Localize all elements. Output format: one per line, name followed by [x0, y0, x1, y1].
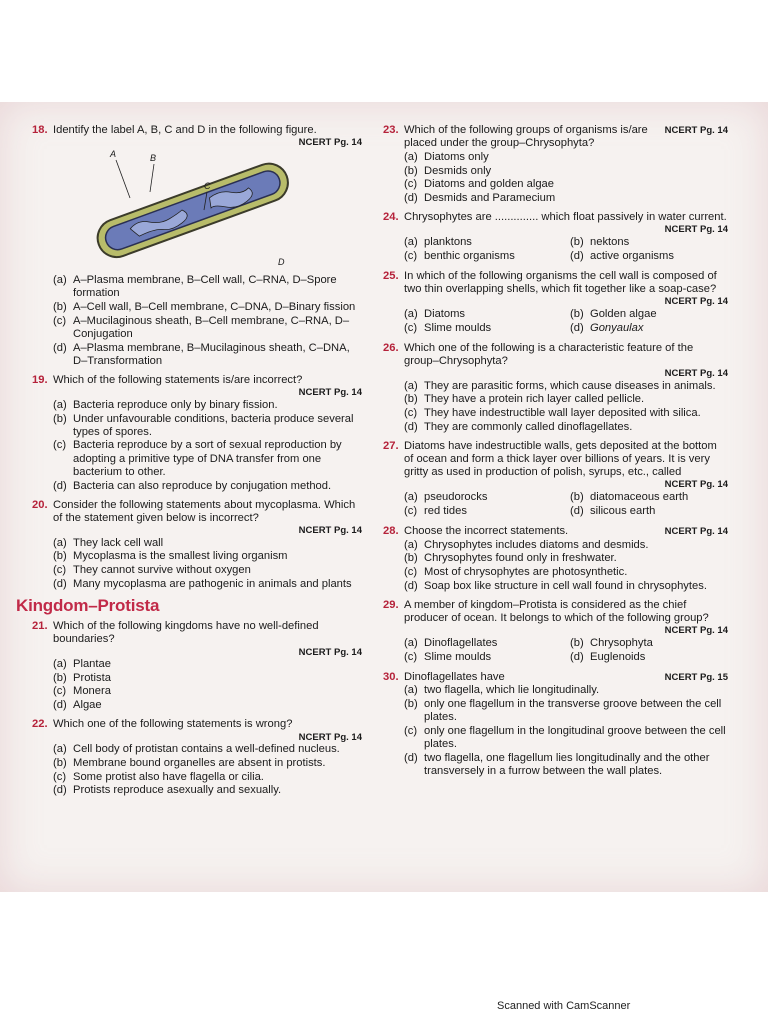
option-text: A–Plasma membrane, B–Mucilaginous sheath, C–DNA, D–Transformation: [73, 341, 350, 367]
label-b-pointer: [150, 164, 154, 192]
option-d[interactable]: [53, 784, 362, 797]
question-number: 24.: [383, 211, 399, 224]
option-text: Dinoflagellates: [424, 636, 498, 649]
option-a[interactable]: [404, 151, 728, 164]
option-text: Desmids and Paramecium: [424, 192, 556, 205]
options-list: [32, 743, 362, 797]
option-letter: (b): [53, 412, 67, 425]
option-letter: (d): [53, 784, 67, 797]
question-text: Consider the following statements about mycoplasma. Which of the statement given below is incorrect?: [53, 498, 356, 524]
option-a[interactable]: [404, 539, 728, 552]
figure-label-b: B: [150, 153, 157, 164]
option-text: Bacteria can also reproduce by conjugation method.: [73, 479, 332, 492]
option-text: Most of chrysophytes are photosynthetic.: [424, 565, 628, 578]
options-list: [383, 307, 728, 335]
option-letter: (b): [53, 756, 67, 769]
option-c[interactable]: [53, 771, 362, 784]
ncert-reference: NCERT Pg. 14: [298, 525, 362, 537]
option-text: Diatoms and golden algae: [424, 178, 554, 191]
option-letter: (d): [404, 192, 418, 205]
option-letter: (c): [53, 685, 67, 698]
option-letter: (a): [404, 636, 418, 649]
question-30: [383, 671, 728, 779]
ncert-reference: NCERT Pg. 15: [664, 671, 728, 683]
option-text: Mycoplasma is the smallest living organism: [73, 550, 288, 563]
option-letter: (c): [53, 770, 67, 783]
option-letter: (b): [404, 164, 418, 177]
options-list: [32, 658, 362, 712]
question-20: [32, 499, 362, 591]
question-22: [32, 718, 362, 797]
option-d[interactable]: [404, 752, 728, 778]
option-d[interactable]: [570, 505, 728, 518]
options-list: [32, 274, 362, 368]
question-text: Chrysophytes are .............. which float passively in water current.: [404, 211, 727, 224]
option-letter: (d): [404, 420, 418, 433]
option-letter: (c): [404, 178, 418, 191]
option-letter: (b): [53, 301, 67, 314]
option-text: Slime moulds: [424, 321, 492, 334]
option-letter: (b): [570, 490, 584, 503]
option-c[interactable]: [404, 250, 562, 263]
option-text: They cannot survive without oxygen: [73, 564, 251, 577]
question-number: 23.: [383, 124, 399, 136]
question-number: 19.: [32, 374, 48, 387]
option-a[interactable]: [53, 537, 362, 550]
ncert-reference: NCERT Pg. 14: [664, 525, 728, 537]
question-18: [32, 124, 362, 368]
option-text: red tides: [424, 505, 467, 518]
option-text: Diatoms only: [424, 150, 489, 163]
option-c[interactable]: [404, 566, 728, 579]
option-letter: (c): [53, 564, 67, 577]
option-text: active organisms: [590, 250, 674, 263]
option-text: Many mycoplasma are pathogenic in animals and plants: [73, 577, 352, 590]
option-text: Bacteria reproduce only by binary fission.: [73, 398, 278, 411]
option-letter: (d): [53, 577, 67, 590]
option-b[interactable]: [570, 308, 728, 321]
option-c[interactable]: [53, 315, 362, 341]
option-text: pseudorocks: [424, 490, 488, 503]
figure-label-c: C: [204, 181, 211, 192]
option-c[interactable]: [53, 564, 362, 577]
ncert-reference: NCERT Pg. 14: [298, 387, 362, 399]
question-text-body: Which of the following groups of organisms is/are placed under the group–Chrysophyta?: [404, 124, 648, 150]
option-letter: (b): [570, 235, 584, 248]
option-text: only one flagellum in the transverse groove between the cell plates.: [424, 698, 722, 724]
question-text: Identify the label A, B, C and D in the following figure.: [53, 124, 317, 136]
option-text: diatomaceous earth: [590, 490, 689, 503]
option-b[interactable]: [53, 757, 362, 770]
question-text: In which of the following organisms the cell wall is composed of two thin overlapping shells, which fit together like a soap-case?: [404, 269, 717, 296]
ncert-reference: NCERT Pg. 14: [664, 625, 728, 637]
option-c[interactable]: [404, 322, 562, 335]
options-list: [383, 636, 728, 664]
option-c[interactable]: [53, 685, 362, 698]
option-a[interactable]: [404, 491, 562, 504]
option-text: They lack cell wall: [73, 536, 164, 549]
option-letter: (b): [404, 393, 418, 406]
question-text: Diatoms have indestructible walls, gets deposited at the bottom of ocean and form a thick layer over billions of years. It is very gritty as used in production of polish, syrups, etc., called: [404, 439, 717, 479]
ncert-reference: NCERT Pg. 14: [664, 296, 728, 308]
question-28: [383, 525, 728, 593]
question-23: [383, 124, 728, 205]
option-letter: (a): [404, 307, 418, 320]
option-a[interactable]: [53, 743, 362, 756]
section-heading: Kingdom–Protista: [16, 595, 160, 615]
options-list: [32, 537, 362, 591]
option-d[interactable]: [570, 250, 728, 263]
option-letter: (d): [53, 479, 67, 492]
option-letter: (d): [53, 699, 67, 712]
option-a[interactable]: [404, 637, 562, 650]
figure-label-a: A: [110, 149, 117, 160]
option-text: planktons: [424, 235, 472, 248]
scanner-watermark: Scanned with CamScanner: [497, 1000, 631, 1012]
option-letter: (c): [404, 321, 418, 334]
question-number: 26.: [383, 341, 399, 354]
option-d[interactable]: [404, 421, 728, 434]
ncert-reference: NCERT Pg. 14: [298, 646, 362, 658]
option-text: Protista: [73, 671, 111, 684]
option-text: two flagella, which lie longitudinally.: [424, 684, 600, 697]
option-letter: (c): [404, 505, 418, 518]
option-letter: (b): [570, 636, 584, 649]
option-letter: (c): [404, 406, 418, 419]
ncert-reference: NCERT Pg. 14: [664, 368, 728, 380]
option-b[interactable]: [570, 236, 728, 249]
option-letter: (d): [404, 751, 418, 764]
question-text-body: Choose the incorrect statements.: [404, 524, 569, 537]
option-text: Soap box like structure in cell wall found in chrysophytes.: [424, 579, 707, 592]
options-list: [383, 539, 728, 593]
option-letter: (a): [404, 538, 418, 551]
option-text: Diatoms: [424, 307, 466, 320]
question-number: 20.: [32, 498, 48, 511]
option-letter: (d): [570, 250, 584, 263]
option-d[interactable]: [53, 578, 362, 591]
option-letter: (c): [53, 314, 67, 327]
option-text: Slime moulds: [424, 651, 492, 663]
option-letter: (a): [404, 379, 418, 392]
option-text: benthic organisms: [424, 250, 515, 263]
option-text: only one flagellum in the longitudinal groove between the cell plates.: [424, 725, 726, 751]
option-letter: (a): [404, 684, 418, 697]
option-b[interactable]: [404, 165, 728, 178]
option-a[interactable]: [53, 399, 362, 412]
option-text: nektons: [590, 235, 630, 248]
option-text: Cell body of protistan contains a well-defined nucleus.: [73, 743, 340, 756]
option-a[interactable]: [53, 658, 362, 671]
option-text: Plantae: [73, 658, 111, 671]
option-letter: (a): [53, 536, 67, 549]
options-list: [383, 490, 728, 518]
option-text: Protists reproduce asexually and sexually.: [73, 784, 282, 797]
question-number: 28.: [383, 524, 399, 537]
option-d[interactable]: [570, 651, 728, 664]
question-text: Which of the following statements is/are incorrect?: [53, 374, 303, 387]
option-letter: (d): [570, 651, 584, 663]
option-letter: (c): [404, 651, 418, 663]
option-b[interactable]: [570, 637, 728, 650]
question-text: [404, 525, 728, 538]
option-letter: (a): [404, 490, 418, 503]
question-text: [404, 671, 728, 684]
option-text: Membrane bound organelles are absent in protists.: [73, 756, 326, 769]
options-list: [383, 151, 728, 205]
question-text: A member of kingdom–Protista is considered as the chief producer of ocean. It belongs to which of the following group?: [404, 598, 709, 625]
option-text: Algae: [73, 699, 102, 712]
option-letter: (a): [53, 743, 67, 756]
option-text: Chrysophyta: [590, 636, 653, 649]
option-text: They have indestructible wall layer deposited with silica.: [424, 406, 701, 419]
option-text: Under unfavourable conditions, bacteria produce several types of spores.: [73, 412, 354, 438]
option-letter: (d): [570, 505, 584, 518]
option-d[interactable]: [404, 580, 728, 593]
option-letter: (d): [570, 321, 584, 334]
option-letter: (b): [404, 698, 418, 711]
option-b[interactable]: [53, 413, 362, 439]
option-letter: (a): [53, 398, 67, 411]
right-column: [383, 124, 728, 784]
option-b[interactable]: [53, 301, 362, 314]
option-text: They are parasitic forms, which cause diseases in animals.: [424, 379, 716, 392]
option-d[interactable]: [53, 480, 362, 493]
ncert-reference: NCERT Pg. 14: [298, 137, 362, 149]
option-text: Euglenoids: [590, 651, 646, 663]
option-letter: (d): [404, 579, 418, 592]
option-c[interactable]: [53, 439, 362, 479]
option-text: Bacteria reproduce by a sort of sexual reproduction by adopting a primitive type of DNA transfer from one bacterium to other.: [73, 439, 342, 478]
option-a[interactable]: [404, 308, 562, 321]
question-24: [383, 211, 728, 264]
cell-membrane-shape: [102, 168, 283, 253]
option-text: A–Plasma membrane, B–Cell wall, C–RNA, D–Spore formation: [73, 274, 337, 300]
question-25: [383, 270, 728, 336]
options-list: [383, 684, 728, 778]
option-text: They are commonly called dinoflagellates.: [424, 420, 633, 433]
option-text: silicous earth: [590, 505, 656, 518]
question-26: [383, 342, 728, 434]
option-letter: (a): [404, 235, 418, 248]
option-text: Gonyaulax: [590, 321, 644, 334]
question-text-body: Dinoflagellates have: [404, 670, 505, 683]
option-text: Golden algae: [590, 307, 657, 320]
question-number: 25.: [383, 269, 399, 282]
option-text: Chrysophytes found only in freshwater.: [424, 552, 617, 565]
question-text: Which one of the following is a characteristic feature of the group–Chrysophyta?: [404, 341, 694, 367]
options-list: [383, 380, 728, 434]
label-a-pointer: [116, 160, 130, 198]
ncert-reference: NCERT Pg. 14: [664, 479, 728, 491]
option-b[interactable]: [404, 698, 728, 724]
option-text: Desmids only: [424, 164, 492, 177]
ncert-reference: NCERT Pg. 14: [664, 224, 728, 236]
option-letter: (a): [53, 274, 67, 287]
option-text: two flagella, one flagellum lies longitudinally and the other transversely in a furrow between the wall plates.: [424, 751, 710, 778]
option-letter: (b): [53, 550, 67, 563]
option-b[interactable]: [404, 552, 728, 565]
option-letter: (a): [404, 150, 418, 163]
question-number: 29.: [383, 598, 399, 611]
question-29: [383, 599, 728, 665]
bacterium-diagram: [32, 150, 332, 270]
options-list: [32, 399, 362, 493]
question-text: Which of the following kingdoms have no well-defined boundaries?: [53, 620, 319, 646]
question-text: [404, 124, 728, 150]
option-c[interactable]: [404, 178, 728, 191]
option-c[interactable]: [404, 407, 728, 420]
question-27: [383, 440, 728, 519]
option-b[interactable]: [404, 393, 728, 406]
option-b[interactable]: [53, 672, 362, 685]
ncert-reference: NCERT Pg. 14: [298, 731, 362, 743]
option-c[interactable]: [404, 505, 562, 518]
option-letter: (c): [404, 565, 418, 578]
option-letter: (c): [53, 439, 67, 452]
option-a[interactable]: [404, 684, 728, 697]
option-text: Monera: [73, 685, 111, 698]
left-column: [16, 124, 362, 803]
ncert-reference: NCERT Pg. 14: [664, 125, 728, 136]
question-21: [32, 620, 362, 712]
option-b[interactable]: [53, 550, 362, 563]
question-number: 21.: [32, 620, 48, 633]
option-letter: (a): [53, 658, 67, 671]
option-letter: (b): [404, 552, 418, 565]
option-text: A–Mucilaginous sheath, B–Cell membrane, C–RNA, D–Conjugation: [73, 314, 350, 341]
figure-label-d: D: [278, 257, 285, 268]
option-letter: (c): [404, 725, 418, 738]
option-d[interactable]: [53, 699, 362, 712]
option-a[interactable]: [404, 236, 562, 249]
option-d[interactable]: [570, 322, 728, 335]
question-number: 22.: [32, 718, 48, 731]
question-text: Which one of the following statements is wrong?: [53, 718, 293, 731]
option-c[interactable]: [404, 725, 728, 751]
question-number: 27.: [383, 439, 399, 452]
option-letter: (b): [53, 671, 67, 684]
question-number: 30.: [383, 670, 399, 683]
option-a[interactable]: [404, 380, 728, 393]
option-d[interactable]: [404, 192, 728, 205]
question-number: 18.: [32, 124, 48, 136]
question-19: [32, 374, 362, 493]
bacterium-figure: [32, 150, 362, 270]
option-text: Some protist also have flagella or cilia.: [73, 770, 264, 783]
option-letter: (c): [404, 250, 418, 263]
option-a[interactable]: [53, 274, 362, 300]
option-d[interactable]: [53, 342, 362, 368]
option-b[interactable]: [570, 491, 728, 504]
options-list: [383, 235, 728, 263]
option-text: Chrysophytes includes diatoms and desmids.: [424, 538, 649, 551]
option-letter: (d): [53, 341, 67, 354]
option-letter: (b): [570, 307, 584, 320]
option-text: They have a protein rich layer called pellicle.: [424, 393, 645, 406]
option-c[interactable]: [404, 651, 562, 664]
option-text: A–Cell wall, B–Cell membrane, C–DNA, D–Binary fission: [73, 301, 356, 314]
